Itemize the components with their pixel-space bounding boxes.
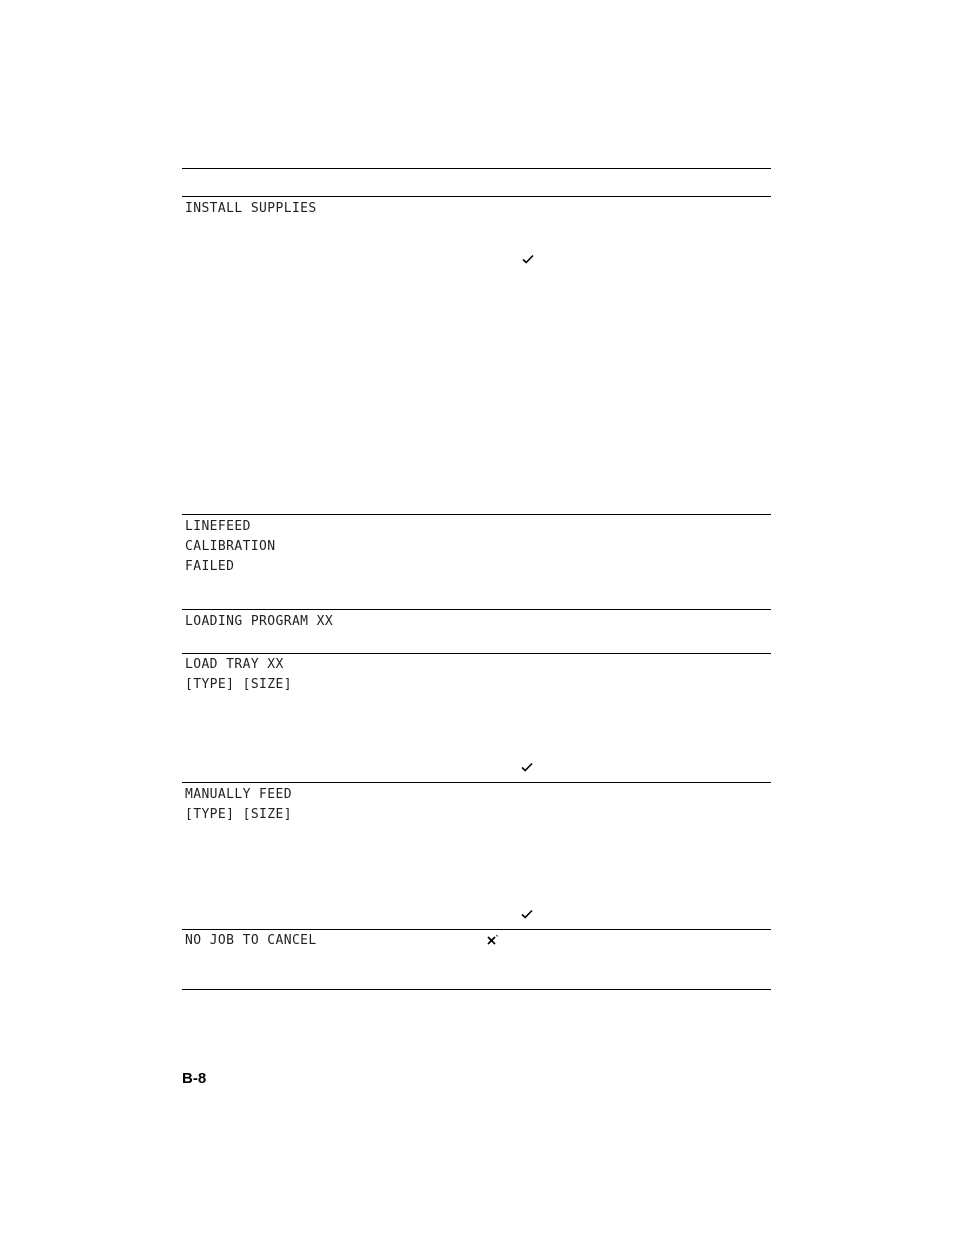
- row-divider: [182, 514, 771, 515]
- message-load-tray: [185, 655, 292, 695]
- check-icon: [520, 760, 534, 774]
- message-linefeed-calibration-failed: [185, 517, 276, 577]
- check-icon: [521, 252, 535, 266]
- message-line: CALIBRATION: [185, 539, 276, 554]
- check-icon: [520, 907, 534, 921]
- message-line: [TYPE] [SIZE]: [185, 677, 292, 692]
- message-line: LINEFEED: [185, 519, 251, 534]
- message-line: NO JOB TO CANCEL: [185, 933, 317, 948]
- message-line: MANUALLY FEED: [185, 787, 292, 802]
- message-line: [TYPE] [SIZE]: [185, 807, 292, 822]
- table-bottom-rule: [182, 989, 771, 990]
- message-line: LOADING PROGRAM XX: [185, 614, 334, 629]
- message-install-supplies: [185, 199, 317, 219]
- message-manually-feed: [185, 785, 292, 825]
- row-divider: [182, 653, 771, 654]
- table-top-rule: [182, 168, 771, 169]
- message-line: FAILED: [185, 559, 235, 574]
- table-header-rule: [182, 196, 771, 197]
- message-line: INSTALL SUPPLIES: [185, 201, 317, 216]
- message-no-job-to-cancel: [185, 931, 317, 951]
- row-divider: [182, 929, 771, 930]
- message-line: LOAD TRAY XX: [185, 657, 284, 672]
- row-divider: [182, 782, 771, 783]
- row-divider: [182, 609, 771, 610]
- cross-icon: [485, 933, 499, 947]
- message-loading-program: [185, 612, 333, 632]
- page-number: B-8: [182, 1070, 207, 1087]
